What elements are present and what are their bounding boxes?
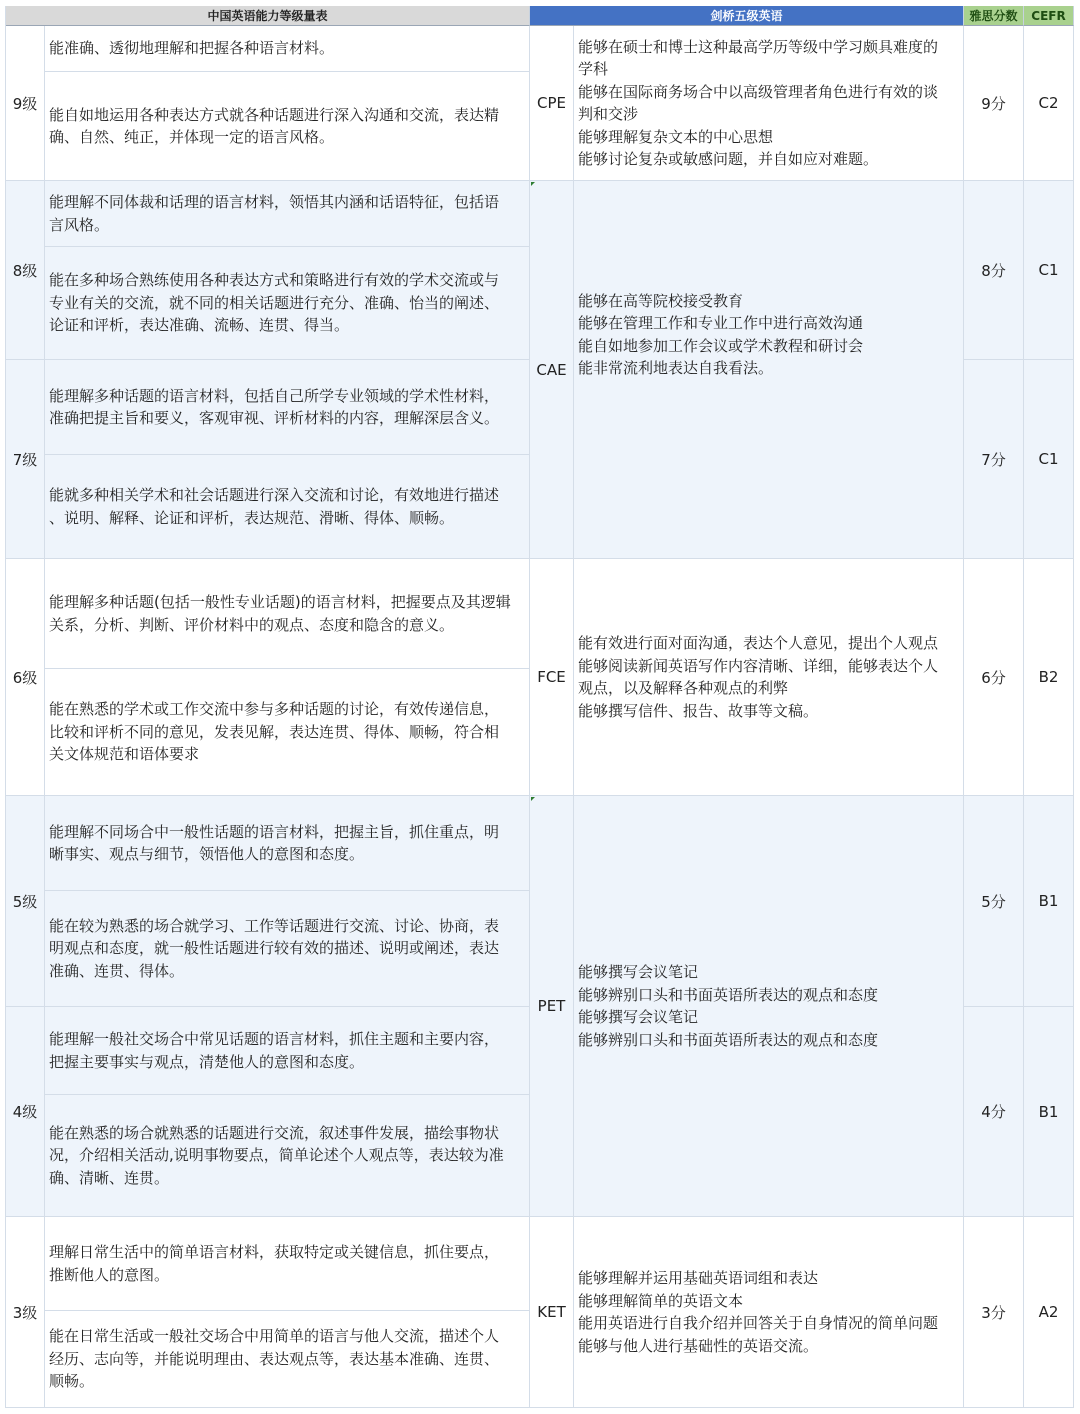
descriptor-8b: 能在多种场合熟练使用各种表达方式和策略进行有效的学术交流或与 专业有关的交流，就不同的相关话题进行充分、准确、怡当的阐述、 论证和评析，表达准确、流畅、连贯、得当。: [45, 247, 530, 360]
cambridge-code-cae: CAE: [530, 181, 574, 559]
level-6-label: 6级: [6, 559, 45, 796]
level-5-label: 5级: [6, 796, 45, 1007]
descriptor-9a: 能准确、透彻地理解和把握各种语言材料。: [45, 26, 530, 72]
header-ielts: 雅思分数: [964, 6, 1024, 26]
level-9-label: 9级: [6, 26, 45, 181]
ielts-score-5: 5分: [964, 796, 1024, 1007]
descriptor-5a: 能理解不同场合中一般性话题的语言材料，把握主旨，抓住重点，明 晰事实、观点与细节，领悟他人的意图和态度。: [45, 796, 530, 891]
descriptor-3a: 理解日常生活中的简单语言材料，获取特定或关键信息，抓住要点， 推断他人的意图。: [45, 1217, 530, 1311]
ielts-score-9: 9分: [964, 26, 1024, 181]
descriptor-6a: 能理解多种话题(包括一般性专业话题)的语言材料，把握要点及其逻辑 关系，分析、判断、评价材料中的观点、态度和隐含的意义。: [45, 559, 530, 669]
cefr-level-4: B1: [1024, 1007, 1074, 1217]
cambridge-desc-pet: 能够撰写会议笔记 能够辨别口头和书面英语所表达的观点和态度 能够撰写会议笔记 能够辨别口头和书面英语所表达的观点和态度: [574, 796, 964, 1217]
cambridge-desc-cpe: 能够在硕士和博士这种最高学历等级中学习颇具难度的 学科 能够在国际商务场合中以高级管理者角色进行有效的谈 判和交涉 能够理解复杂文本的中心思想 能够讨论复杂或敏感问题，并自如应对难题。: [574, 26, 964, 181]
cambridge-code-fce: FCE: [530, 559, 574, 796]
cefr-level-9: C2: [1024, 26, 1074, 181]
corner-marker: [531, 182, 535, 186]
descriptor-5b: 能在较为熟悉的场合就学习、工作等话题进行交流、讨论、协商，表 明观点和态度，就一般性话题进行较有效的描述、说明或阐述，表达 准确、连贯、得体。: [45, 891, 530, 1007]
level-4-label: 4级: [6, 1007, 45, 1217]
ielts-score-8: 8分: [964, 181, 1024, 360]
ielts-score-6: 6分: [964, 559, 1024, 796]
cefr-level-6: B2: [1024, 559, 1074, 796]
table-left-border: [5, 6, 6, 1408]
level-7-label: 7级: [6, 360, 45, 559]
cefr-level-8: C1: [1024, 181, 1074, 360]
level-3-label: 3级: [6, 1217, 45, 1408]
descriptor-9b: 能自如地运用各种表达方式就各种话题进行深入沟通和交流，表达精 确、自然、纯正，并体现一定的语言风格。: [45, 72, 530, 181]
cefr-level-7: C1: [1024, 360, 1074, 559]
header-cambridge: 剑桥五级英语: [530, 6, 964, 26]
cambridge-code-cpe: CPE: [530, 26, 574, 181]
cambridge-desc-cae: 能够在高等院校接受教育 能够在管理工作和专业工作中进行高效沟通 能自如地参加工作会议或学术教程和研讨会 能非常流利地表达自我看法。: [574, 181, 964, 559]
descriptor-7a: 能理解多种话题的语言材料，包括自己所学专业领域的学术性材料， 准确把提主旨和要义，客观审视、评析材料的内容，理解深层含义。: [45, 360, 530, 455]
descriptor-8a: 能理解不同体裁和话理的语言材料，领悟其内涵和话语特征，包括语 言风格。: [45, 181, 530, 247]
cefr-level-3: A2: [1024, 1217, 1074, 1408]
descriptor-7b: 能就多种相关学术和社会话题进行深入交流和讨论，有效地进行描述 、说明、解释、论证和评析，表达规范、滑晰、得体、顺畅。: [45, 455, 530, 559]
corner-marker: [531, 797, 535, 801]
level-8-label: 8级: [6, 181, 45, 360]
ielts-score-4: 4分: [964, 1007, 1024, 1217]
cambridge-desc-fce: 能有效进行面对面沟通，表达个人意见，提出个人观点 能够阅读新闻英语写作内容清晰、详细，能够表达个人 观点，以及解释各种观点的利弊 能够撰写信件、报告、故事等文稿。: [574, 559, 964, 796]
descriptor-4b: 能在熟悉的场合就熟悉的话题进行交流，叙述事件发展，描绘事物状 况，介绍相关活动,说明事物要点，简单论述个人观点等，表达较为准 确、清晰、连贯。: [45, 1095, 530, 1217]
cambridge-code-ket: KET: [530, 1217, 574, 1408]
descriptor-6b: 能在熟悉的学术或工作交流中参与多种话题的讨论，有效传递信息， 比较和评析不同的意见，发表见解，表达连贯、得体、顺畅，符合相 关文体规范和语体要求: [45, 669, 530, 796]
header-cefr: CEFR: [1024, 6, 1074, 26]
header-cse: 中国英语能力等级量表: [6, 6, 530, 26]
ielts-score-7: 7分: [964, 360, 1024, 559]
ielts-score-3: 3分: [964, 1217, 1024, 1408]
cefr-level-5: B1: [1024, 796, 1074, 1007]
descriptor-3b: 能在日常生活或一般社交场合中用简单的语言与他人交流，描述个人 经历、志向等，并能说明理由、表达观点等，表达基本准确、连贯、 顺畅。: [45, 1311, 530, 1408]
cambridge-desc-ket: 能够理解并运用基础英语词组和表达 能够理解简单的英语文本 能用英语进行自我介绍并回答关于自身情况的简单问题 能够与他人进行基础性的英语交流。: [574, 1217, 964, 1408]
descriptor-4a: 能理解一般社交场合中常见话题的语言材料，抓住主题和主要内容， 把握主要事实与观点，清楚他人的意图和态度。: [45, 1007, 530, 1095]
cambridge-code-pet: PET: [530, 796, 574, 1217]
